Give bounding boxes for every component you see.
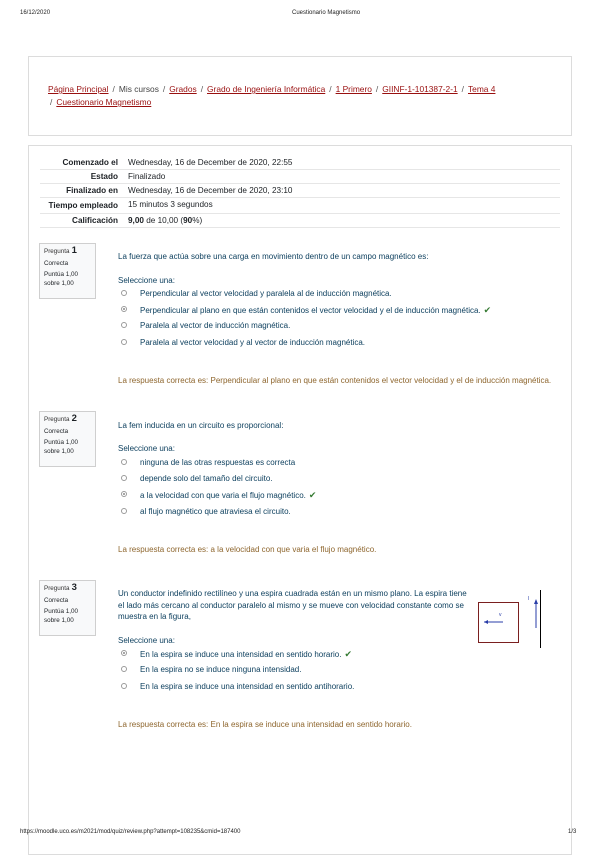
breadcrumb-degree[interactable]: Grado de Ingeniería Informática: [207, 84, 326, 94]
question-text-line: muestra en la figura,: [118, 612, 191, 621]
velocity-arrow-icon: [479, 603, 517, 641]
option-label[interactable]: Paralela al vector velocidad y al vector de inducción magnética.: [140, 338, 366, 347]
option-radio[interactable]: [121, 475, 127, 481]
question-max: sobre 1,00: [44, 279, 74, 287]
grade-close: %): [192, 216, 203, 225]
option-radio[interactable]: [121, 290, 127, 296]
option-radio[interactable]: [121, 322, 127, 328]
question-text-2: La fem inducida en un circuito es proporcional:: [118, 421, 284, 430]
question-score: Puntúa 1,00: [44, 608, 78, 615]
correct-answer-1: La respuesta correcta es: Perpendicular al plano en que están contenidos el vector velocidad y el de inducción magnética.: [118, 376, 552, 385]
option-label[interactable]: Perpendicular al vector velocidad y paralela al de inducción magnética.: [140, 289, 392, 298]
breadcrumb-topic[interactable]: Tema 4: [467, 84, 496, 94]
option-radio-selected[interactable]: [121, 306, 127, 312]
question-number: 3: [71, 582, 77, 593]
breadcrumb-my-courses: Mis cursos: [118, 84, 159, 94]
question-score: Puntúa 1,00: [44, 271, 78, 278]
grade-score: 9,00: [128, 216, 144, 225]
question-info-2: [39, 411, 96, 467]
option-radio[interactable]: [121, 666, 127, 672]
question-text-3: [118, 588, 478, 623]
grade-max: de 10,00 (: [146, 216, 184, 225]
print-title: Cuestionario Magnetismo: [292, 10, 361, 16]
summary-value: Wednesday, 16 de December de 2020, 22:55: [128, 158, 293, 167]
question-number: 2: [71, 413, 77, 424]
option-label[interactable]: En la espira se induce una intensidad en sentido antihorario.: [140, 682, 355, 691]
option-radio[interactable]: [121, 339, 127, 345]
print-page-number: 1/3: [568, 829, 577, 835]
summary-row-time: [40, 198, 560, 214]
option-label[interactable]: [140, 490, 316, 501]
question-text-line: el lado más cercano al conductor paralelo al mismo y se mueve con velocidad constante como se: [118, 600, 464, 610]
check-icon: ✔: [344, 649, 353, 659]
option-radio-selected[interactable]: [121, 650, 127, 656]
option-label[interactable]: Paralela al vector de inducción magnética.: [140, 321, 291, 330]
question-status: Correcta: [44, 259, 69, 267]
summary-row-finished: [40, 184, 560, 198]
summary-row-grade: [40, 214, 560, 228]
summary-label: Finalizado en: [66, 186, 118, 195]
summary-row-started: [40, 156, 560, 170]
summary-value: Wednesday, 16 de December de 2020, 23:10: [128, 186, 293, 195]
option-label[interactable]: ninguna de las otras respuestas es correcta: [140, 458, 296, 467]
question-label: Pregunta: [44, 585, 70, 592]
option-radio-selected[interactable]: [121, 491, 127, 497]
question-label: Pregunta: [44, 416, 70, 423]
grade-value: [124, 214, 560, 228]
question-status: Correcta: [44, 427, 69, 435]
option-radio[interactable]: [121, 459, 127, 465]
question-info-1: [39, 243, 96, 299]
summary-value: 15 minutos 3 segundos: [128, 200, 213, 209]
select-prompt-1: Seleccione una:: [118, 276, 175, 285]
question-label: Pregunta: [44, 248, 70, 255]
conductor-line: [540, 590, 541, 648]
option-radio[interactable]: [121, 683, 127, 689]
question-status: Correcta: [44, 596, 69, 604]
current-arrow-icon: [533, 598, 539, 628]
option-text: a la velocidad con que varia el flujo magnético.: [140, 491, 306, 500]
summary-label: Calificación: [72, 216, 118, 225]
select-prompt-3: Seleccione una:: [118, 636, 175, 645]
summary-label: Comenzado el: [62, 158, 118, 167]
option-label[interactable]: depende solo del tamaño del circuito.: [140, 474, 273, 483]
question-max: sobre 1,00: [44, 447, 74, 455]
question-text-line: Un conductor indefinido rectilíneo y una espira cuadrada están en un mismo plano. La espira tiene: [118, 589, 467, 598]
print-date: 16/12/2020: [20, 10, 51, 16]
option-label[interactable]: En la espira no se induce ninguna intensidad.: [140, 665, 302, 674]
option-text: En la espira se induce una intensidad en sentido horario.: [140, 650, 342, 659]
attempt-summary-table: [40, 156, 560, 228]
square-loop-icon: [478, 602, 519, 643]
question-number: 1: [71, 245, 77, 256]
option-text: Perpendicular al plano en que están contenidos el vector velocidad y el de inducción magnética.: [140, 306, 481, 315]
summary-value: Finalizado: [128, 172, 166, 181]
select-prompt-2: Seleccione una:: [118, 444, 175, 453]
option-label[interactable]: [140, 305, 491, 316]
print-url: https://moodle.uco.es/m2021/mod/quiz/review.php?attempt=108235&cmid=187400: [20, 829, 241, 835]
breadcrumb-quiz[interactable]: Cuestionario Magnetismo: [56, 97, 152, 107]
velocity-label: v: [499, 612, 502, 618]
option-label[interactable]: al flujo magnético que atraviesa el circuito.: [140, 507, 291, 516]
option-label[interactable]: [140, 649, 352, 660]
check-icon: ✔: [483, 305, 492, 315]
summary-row-state: [40, 170, 560, 184]
grade-percent: 90: [183, 216, 193, 225]
breadcrumb-home[interactable]: Página Principal: [48, 84, 109, 94]
correct-answer-2: La respuesta correcta es: a la velocidad con que varia el flujo magnético.: [118, 545, 377, 554]
breadcrumb-course[interactable]: GIINF-1-101387-2-1: [382, 84, 458, 94]
breadcrumb: Página Principal / Mis cursos / Grados / Grado de Ingeniería Informática / 1 Primero / GIINF-1-101387-2-1 / Tema 4 / Cuestionario Magnetismo: [48, 84, 496, 107]
question-max: sobre 1,00: [44, 616, 74, 624]
summary-label: Estado: [90, 172, 118, 181]
option-radio[interactable]: [121, 508, 127, 514]
summary-label: Tiempo empleado: [48, 201, 118, 210]
current-label: I: [528, 596, 530, 602]
question-text-1: La fuerza que actúa sobre una carga en movimiento dentro de un campo magnético es:: [118, 252, 429, 261]
check-icon: ✔: [308, 490, 317, 500]
breadcrumb-year[interactable]: 1 Primero: [335, 84, 372, 94]
question-score: Puntúa 1,00: [44, 439, 78, 446]
correct-answer-3: La respuesta correcta es: En la espira se induce una intensidad en sentido horario.: [118, 720, 412, 729]
breadcrumb-grados[interactable]: Grados: [169, 84, 197, 94]
question-info-3: [39, 580, 96, 636]
